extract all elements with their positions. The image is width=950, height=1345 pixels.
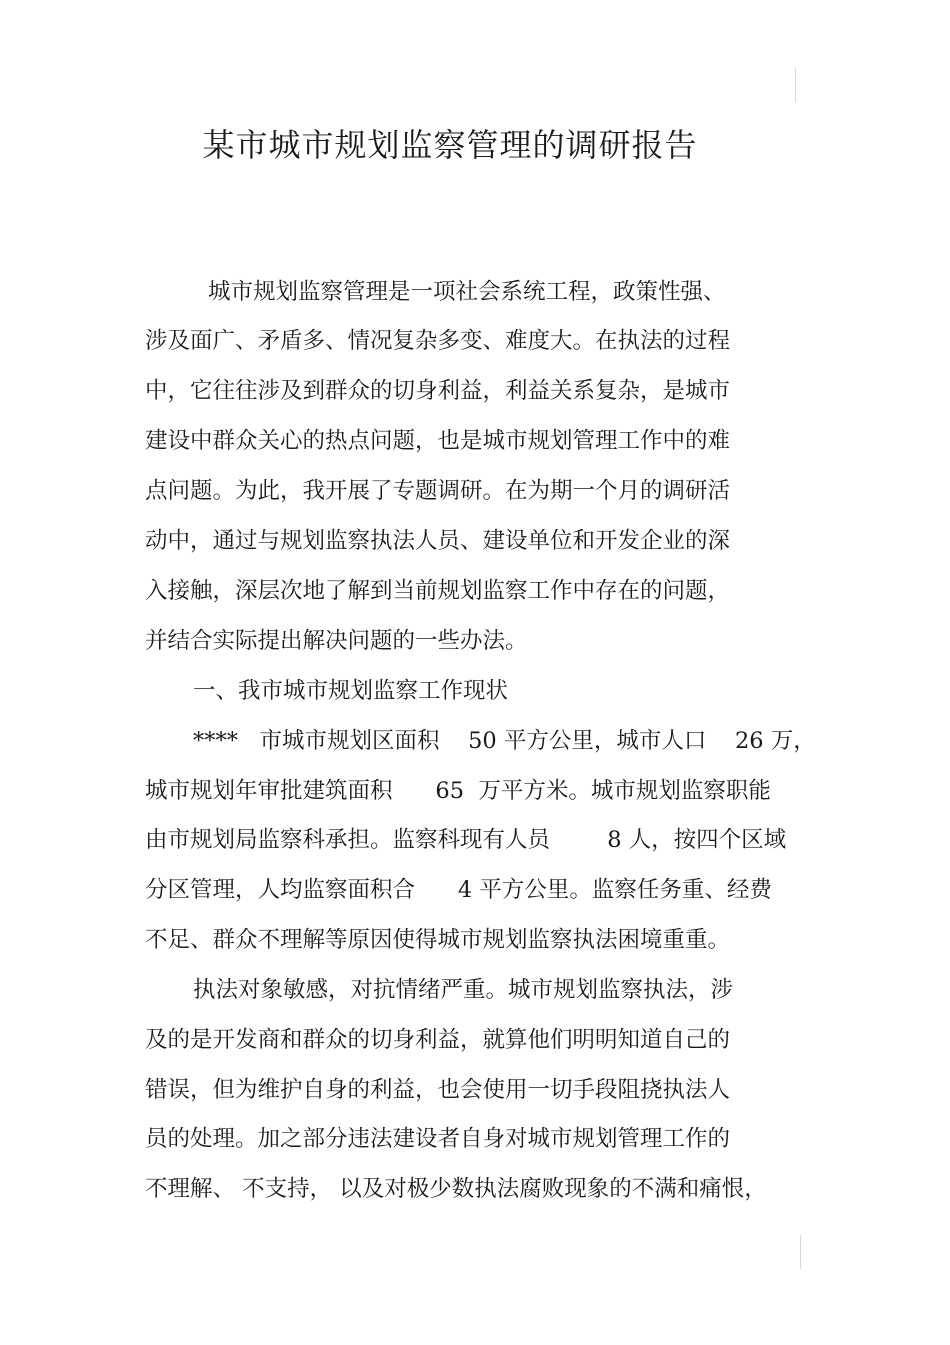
paragraph-line: 不足、群众不理解等原因使得城市规划监察执法困境重重。 xyxy=(145,927,731,953)
paragraph-line: 中，它往往涉及到群众的切身利益，利益关系复杂，是城市 xyxy=(145,378,731,404)
paragraph-line: 建设中群众关心的热点问题，也是城市规划管理工作中的难 xyxy=(145,428,731,454)
paragraph-line: 执法对象敏感，对抗情绪严重。城市规划监察执法，涉 xyxy=(193,977,734,1003)
paragraph-line: **** 市城市规划区面积 50 平方公里，城市人口 26 万， xyxy=(193,728,816,754)
paragraph-line: 城市规划监察管理是一项社会系统工程，政策性强、 xyxy=(208,279,726,305)
document-title: 某市城市规划监察管理的调研报告 xyxy=(202,126,698,164)
margin-mark-bottom xyxy=(800,1235,801,1269)
section-heading: 一、我市城市规划监察工作现状 xyxy=(193,678,509,704)
paragraph-line: 由市规划局监察科承担。监察科现有人员 8 人，按四个区域 xyxy=(145,827,787,853)
paragraph-line: 员的处理。加之部分违法建设者自身对城市规划管理工作的 xyxy=(145,1126,731,1152)
paragraph-line: 并结合实际提出解决问题的一些办法。 xyxy=(145,628,528,654)
paragraph-line: 城市规划年审批建筑面积 65 万平方米。城市规划监察职能 xyxy=(145,778,771,804)
paragraph-line: 点问题。为此，我开展了专题调研。在为期一个月的调研活 xyxy=(145,478,731,504)
paragraph-line: 分区管理，人均监察面积合 4 平方公里。监察任务重、经费 xyxy=(145,877,772,903)
paragraph-line: 动中，通过与规划监察执法人员、建设单位和开发企业的深 xyxy=(145,528,731,554)
paragraph-line: 及的是开发商和群众的切身利益，就算他们明明知道自己的 xyxy=(145,1027,731,1053)
paragraph-line: 涉及面广、矛盾多、情况复杂多变、难度大。在执法的过程 xyxy=(145,328,731,354)
margin-mark-top xyxy=(795,68,796,102)
paragraph-line: 错误，但为维护自身的利益，也会使用一切手段阻挠执法人 xyxy=(145,1077,731,1103)
paragraph-line: 不理解、 不支持， 以及对极少数执法腐败现象的不满和痛恨， xyxy=(145,1176,767,1202)
paragraph-line: 入接触，深层次地了解到当前规划监察工作中存在的问题， xyxy=(145,578,731,604)
